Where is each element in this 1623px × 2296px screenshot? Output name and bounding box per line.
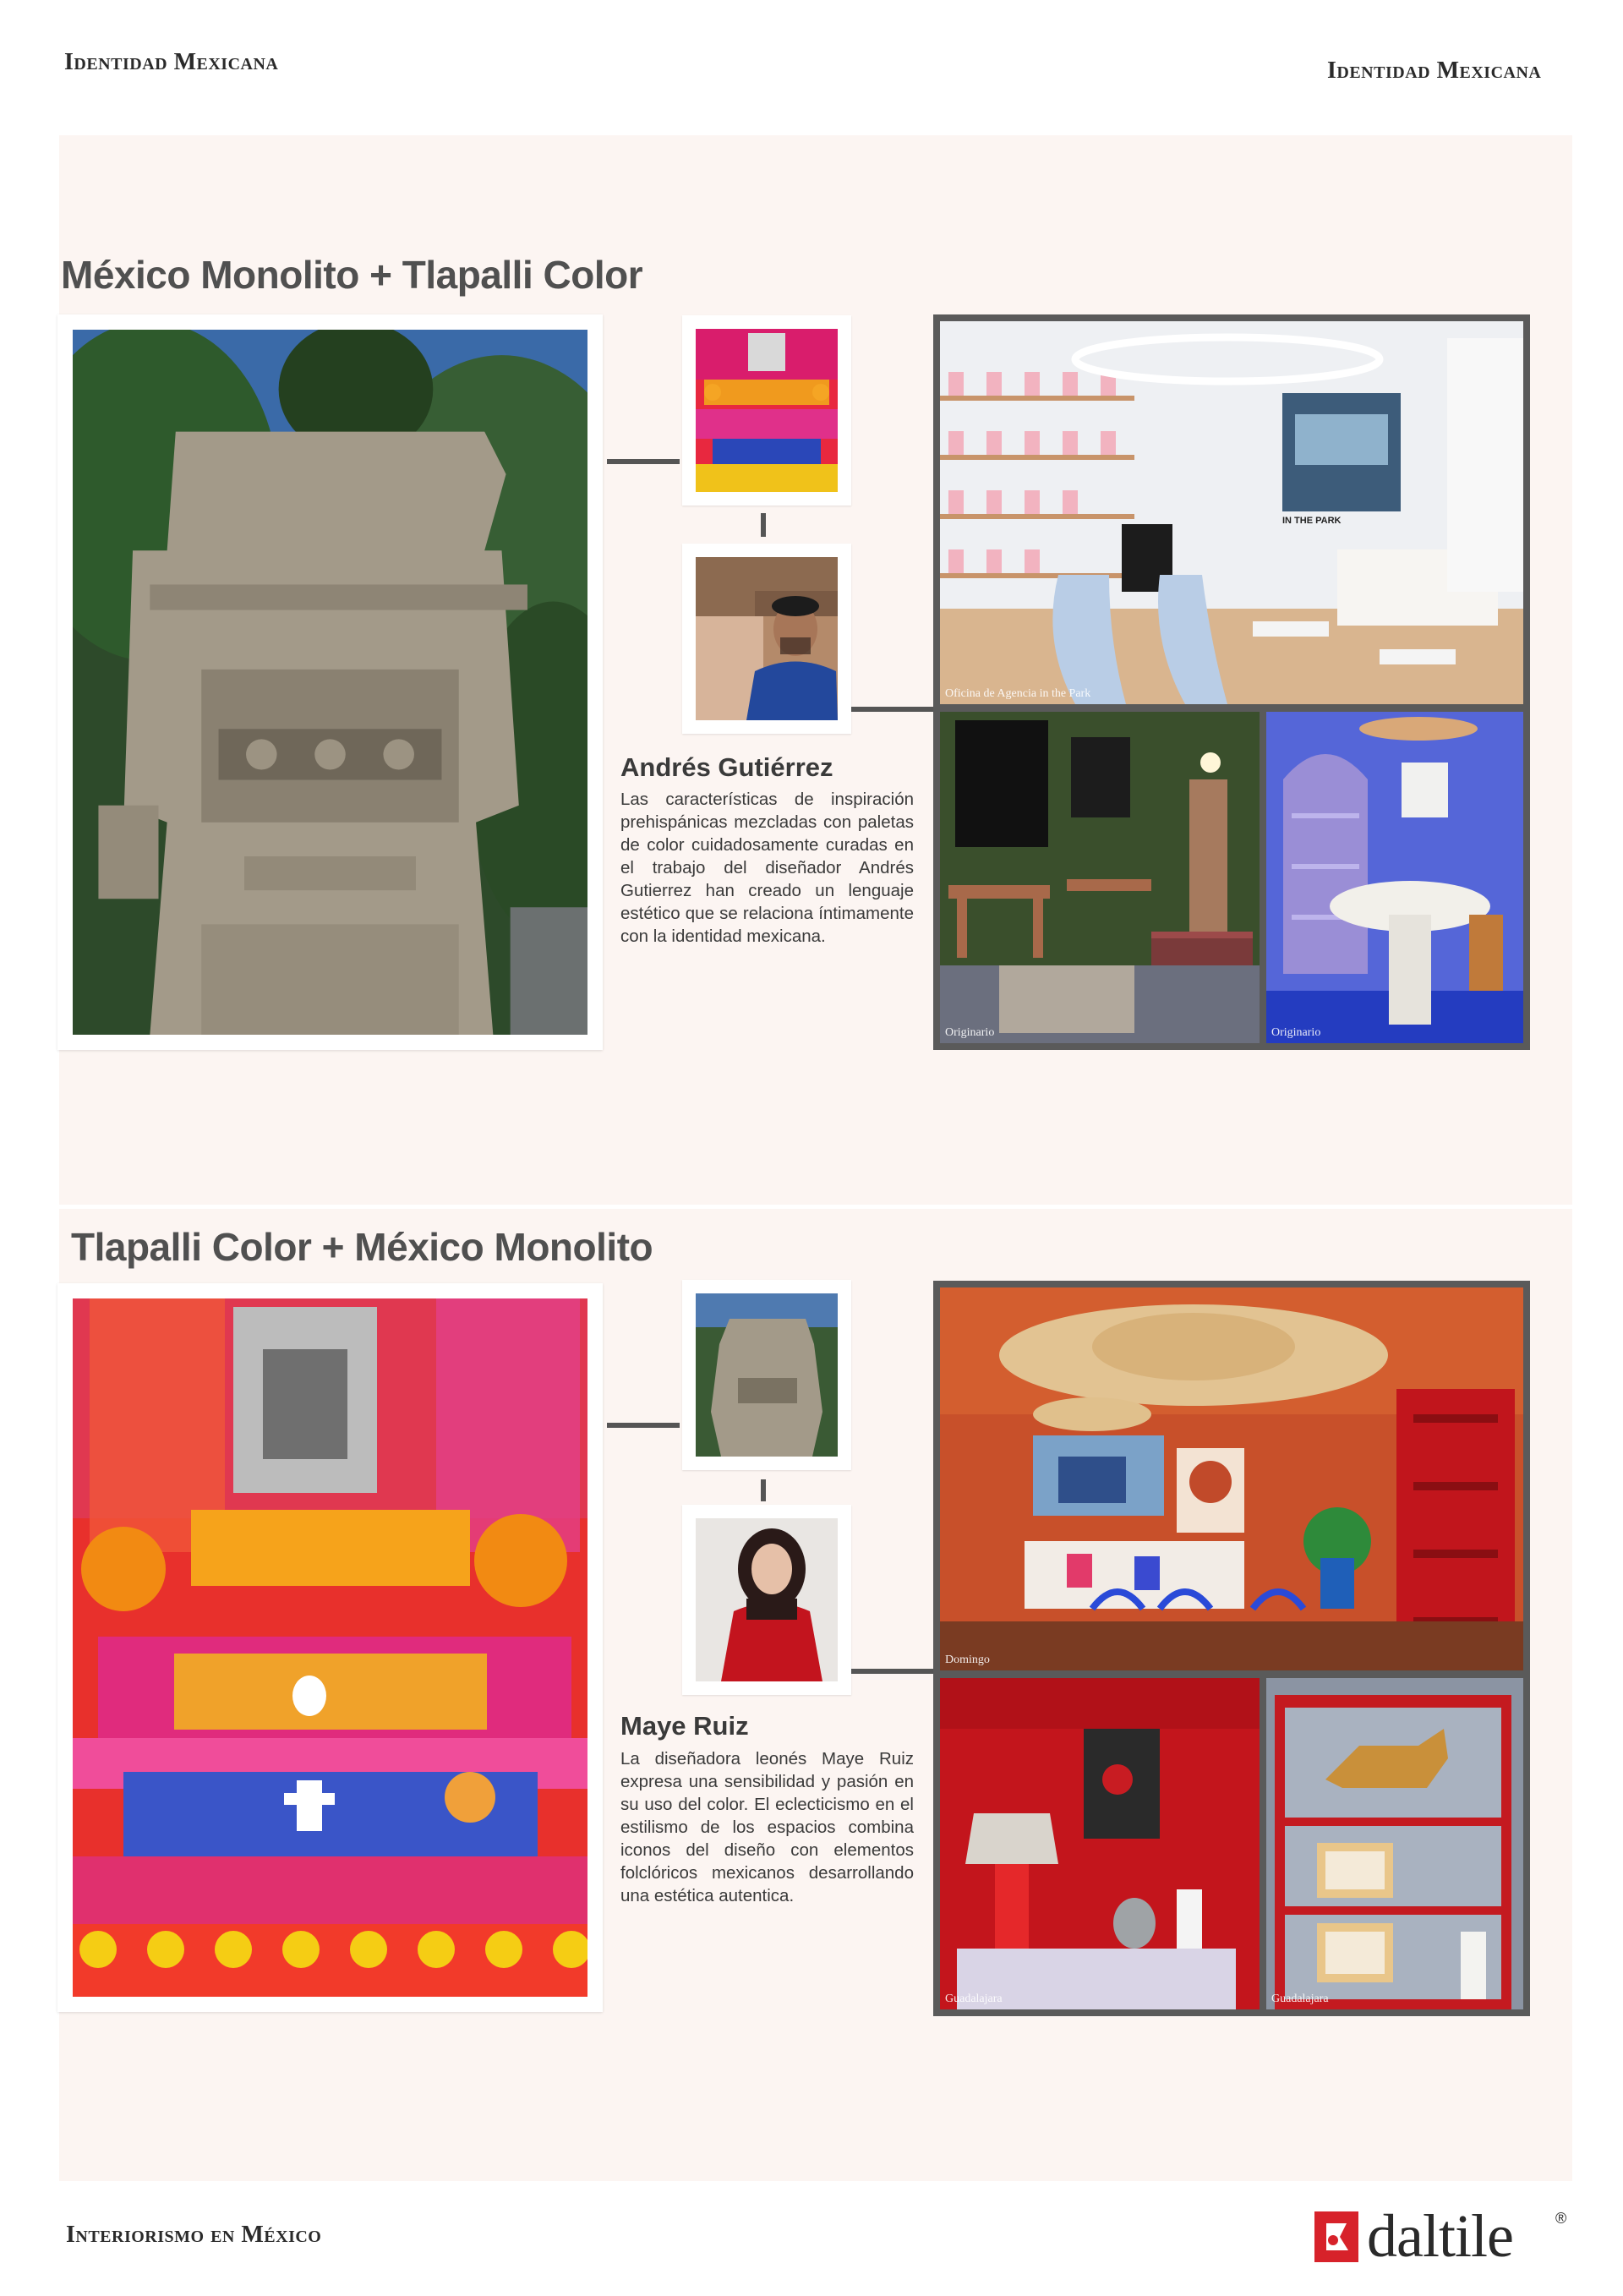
guadalajara-shelf-photo	[1266, 1678, 1523, 2009]
office-photo	[940, 321, 1523, 704]
header-left-title: Identidad Mexicana	[64, 49, 279, 75]
originario-green-photo	[940, 712, 1260, 1043]
photo-caption: Oficina de Agencia in the Park	[945, 687, 1091, 700]
designer-portrait-maye	[682, 1505, 851, 1695]
photo-caption: Originario	[1271, 1026, 1321, 1039]
guadalajara-red-photo	[940, 1678, 1260, 2009]
monolith-thumbnail	[682, 1280, 851, 1470]
connector-line	[761, 513, 766, 537]
designer-name-maye: Maye Ruiz	[620, 1711, 749, 1741]
connector-line	[607, 459, 680, 464]
footer-left-title: Interiorismo en México	[66, 2222, 322, 2248]
designer-description-andres: Las características de inspiración prehispánicas mezcladas con paletas de color cuidadosamente curadas en el trabajo del diseñador Andrés Gutierrez han creado un lenguaje estético que se relaciona íntimamente con la identidad mexicana.	[620, 790, 914, 946]
altar-photo-frame	[57, 1283, 603, 2012]
altar-photo	[73, 1298, 587, 1997]
photo-caption: Domingo	[945, 1654, 990, 1666]
connector-line	[847, 707, 933, 712]
designer-name-andres: Andrés Gutiérrez	[620, 752, 833, 782]
daltile-logo-mark	[1314, 2211, 1358, 2262]
photo-caption: Guadalajara	[1271, 1993, 1329, 2005]
section-1-title: México Monolito + Tlapalli Color	[61, 253, 643, 297]
connector-line	[607, 1423, 680, 1428]
originario-blue-photo	[1266, 712, 1523, 1043]
monolith-photo	[73, 330, 587, 1035]
andres-portrait-image	[696, 557, 838, 720]
altar-thumbnail	[682, 315, 851, 506]
maye-portrait-image	[696, 1518, 838, 1681]
altar-thumbnail-image	[696, 329, 838, 492]
daltile-brand-name: daltile	[1367, 2202, 1513, 2270]
designer-description-maye: La diseñadora leonés Maye Ruiz expresa una sensibilidad y pasión en su uso del color. El eclecticismo en el estilismo de los espacios combina iconos del diseño con elementos folclóricos mexicanos desarrollando una estética autentica.	[620, 1749, 914, 1905]
designer-portrait-andres	[682, 544, 851, 734]
connector-line	[761, 1479, 766, 1501]
registered-mark: ®	[1555, 2210, 1567, 2227]
photo-caption: Guadalajara	[945, 1993, 1003, 2005]
monolith-thumbnail-image	[696, 1293, 838, 1457]
monolith-photo-frame	[57, 314, 603, 1050]
sign-text: IN THE PARK	[1282, 516, 1342, 526]
header-right-title: Identidad Mexicana	[1327, 57, 1542, 84]
section-2-title: Tlapalli Color + México Monolito	[71, 1225, 653, 1269]
interior-collage-1	[933, 314, 1530, 1050]
domingo-photo	[940, 1287, 1523, 1670]
interior-collage-2	[933, 1281, 1530, 2016]
photo-caption: Originario	[945, 1026, 995, 1039]
connector-line	[847, 1669, 933, 1674]
